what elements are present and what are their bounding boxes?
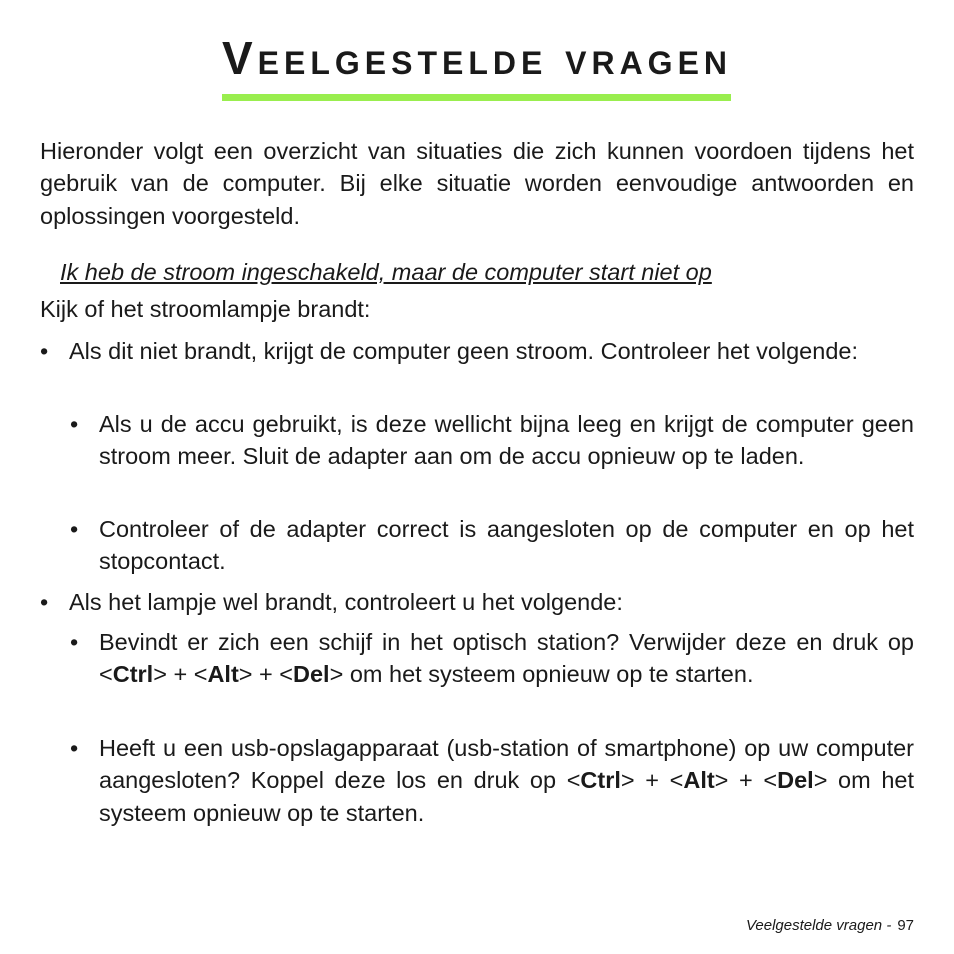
intro-paragraph: Hieronder volgt een overzicht van situaties die zich kunnen voordoen tijdens het gebruik van de computer. Bij elke situatie worden eenvoudige antwoorden en oplossingen voorgesteld. [40, 138, 914, 229]
key-alt: Alt [207, 661, 239, 688]
section-heading: Ik heb de stroom ingeschakeld, maar de computer start niet op [60, 259, 712, 285]
key-del: Del [293, 661, 330, 688]
item-text: > om het systeem opnieuw op te starten. [329, 661, 754, 688]
key-ctrl: Ctrl [112, 661, 154, 688]
bullet-marker: • [70, 516, 79, 542]
item-text: Bevindt er zich een schijf in het optisch station? Verwijder deze en druk op < [99, 629, 914, 688]
footer-label: Veelgestelde vragen - [745, 917, 892, 934]
key-ctrl: Ctrl [580, 767, 621, 794]
item-text: > om het systeem opnieuw op te starten. [99, 767, 914, 826]
bullet-marker: • [70, 629, 79, 655]
bullet-marker: • [70, 411, 79, 437]
key-del: Del [777, 767, 814, 794]
page-number: 97 [897, 917, 914, 934]
list-item: Als het lampje wel brandt, controleert u het volgende: [69, 589, 623, 615]
item-text: > + < [714, 767, 778, 794]
item-text: Heeft u een usb-opslagapparaat (usb-station of smartphone) op uw computer aangesloten? Koppel deze los en druk op < [99, 735, 914, 794]
page-title: Veelgestelde vragen [221, 32, 733, 84]
lead-sentence: Kijk of het stroomlampje brandt: [40, 296, 371, 322]
list-item: Controleer of de adapter correct is aangesloten op de computer en op het stopcontact. [99, 516, 914, 575]
title-underline-bar [222, 94, 731, 101]
list-item [99, 732, 914, 829]
bullet-marker: • [40, 589, 49, 615]
item-text: > + < [238, 661, 294, 688]
list-item: Als u de accu gebruikt, is deze wellicht bijna leeg en krijgt de computer geen stroom meer. Sluit de adapter aan om de accu opnieuw op te laden. [99, 411, 914, 470]
bullet-marker: • [40, 338, 49, 364]
item-text: > + < [153, 661, 208, 688]
list-item [99, 626, 914, 691]
list-item: Als dit niet brandt, krijgt de computer geen stroom. Controleer het volgende: [69, 338, 858, 364]
page-footer [746, 917, 914, 934]
key-alt: Alt [683, 767, 715, 794]
bullet-marker: • [70, 735, 79, 761]
item-text: > + < [620, 767, 684, 794]
